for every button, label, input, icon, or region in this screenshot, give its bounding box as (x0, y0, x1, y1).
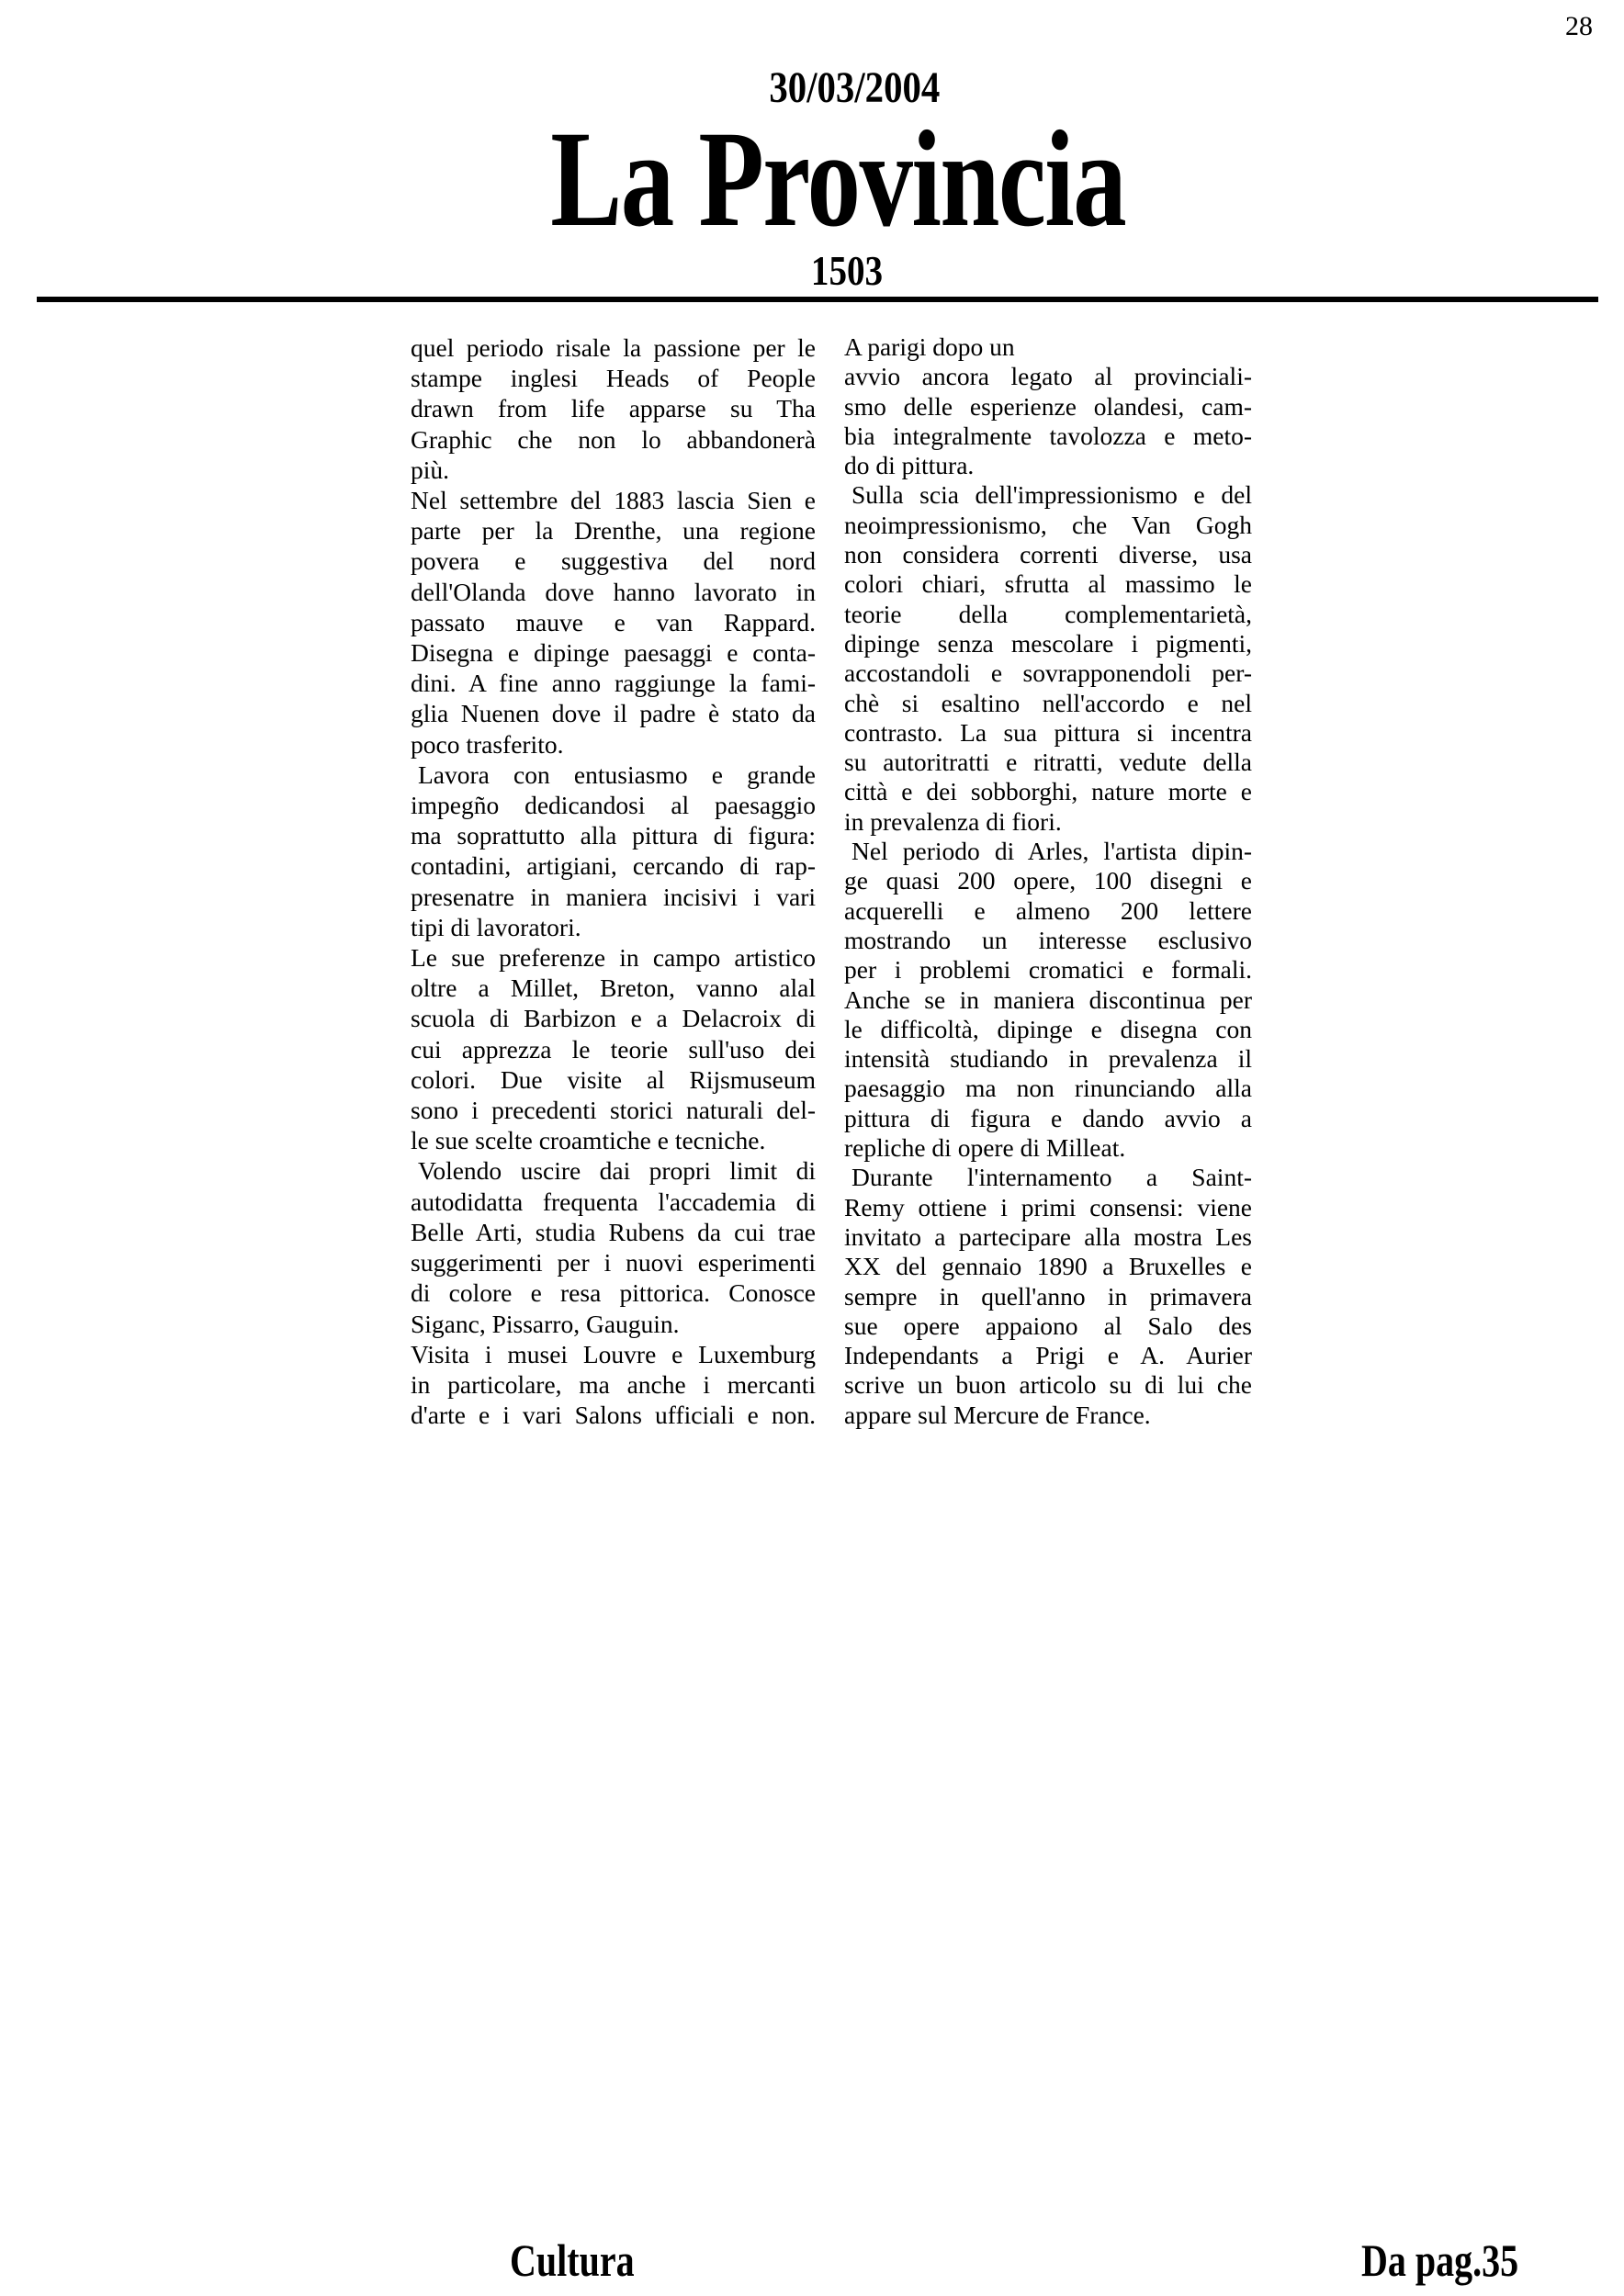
text-line: Le sue preferenze in campo artistico (411, 943, 816, 973)
text-line: non considera correnti diverse, usa (844, 540, 1252, 569)
text-line: invitato a partecipare alla mostra Les (844, 1221, 1252, 1251)
text-line: tipi di lavoratori. (411, 912, 581, 941)
text-line: accostandoli e sovrapponendoli per- (844, 658, 1252, 688)
text-line: Volendo uscire dai propri limit di (418, 1156, 816, 1186)
text-line: impegño dedicandosi al paesaggio (411, 791, 816, 820)
text-line: scrive un buon articolo su di lui che (844, 1370, 1252, 1400)
text-line: appare sul Mercure de France. (844, 1400, 1151, 1429)
issue-text: 1503 (810, 247, 883, 294)
header-rule (37, 297, 1598, 302)
text-line: Graphic che non lo abbandonerà (411, 424, 816, 454)
text-line: quel periodo risale la passione per le (411, 333, 816, 362)
text-line: colori chiari, sfrutta al massimo le (844, 569, 1252, 599)
text-line: XX del gennaio 1890 a Bruxelles e (844, 1252, 1252, 1281)
text-line: Visita i musei Louvre e Luxemburg (411, 1339, 816, 1368)
text-line: drawn from life apparse su Tha (411, 394, 816, 423)
text-line: suggerimenti per i nuovi esperimenti (411, 1248, 816, 1277)
text-line: repliche di opere di Milleat. (844, 1133, 1126, 1163)
text-line: ge quasi 200 opere, 100 disegni e (844, 866, 1252, 895)
text-line: parte per la Drenthe, una regione (411, 516, 816, 546)
text-line: contrasto. La sua pittura si incentra (844, 717, 1252, 747)
text-line: paesaggio ma non rinunciando alla (844, 1074, 1252, 1103)
text-line: cui apprezza le teorie sull'uso dei (411, 1034, 816, 1064)
text-line: dipinge senza mescolare i pigmenti, (844, 628, 1252, 658)
text-line: smo delle esperienze olandesi, cam- (844, 391, 1252, 421)
article-column-2 (844, 332, 1252, 1430)
text-line: contadini, artigiani, cercando di rap- (411, 851, 816, 881)
continued-from-page (1361, 2234, 1558, 2287)
text-line: di colore e resa pittorica. Conosce (411, 1278, 816, 1308)
text-line: autodidatta frequenta l'accademia di (411, 1187, 816, 1216)
text-line: povera e suggestiva del nord (411, 546, 816, 576)
text-line: sempre in quell'anno in primavera (844, 1281, 1252, 1311)
page-number: 28 (1565, 11, 1593, 41)
text-line: d'arte e i vari Salons ufficiali e non. (411, 1401, 816, 1430)
text-line: Remy ottiene i primi consensi: viene (844, 1192, 1252, 1221)
text-line: intensità studiando in prevalenza il (844, 1044, 1252, 1074)
text-line: stampe inglesi Heads of People (411, 364, 816, 393)
text-line: poco trasferito. (411, 729, 564, 759)
text-line: città e dei sobborghi, nature morte e (844, 777, 1252, 806)
text-line: pittura di figura e dando avvio a (844, 1103, 1252, 1132)
text-line: scuola di Barbizon e a Delacroix di (411, 1004, 816, 1033)
text-line: Sulla scia dell'impressionismo e del (851, 480, 1252, 510)
text-line: Nel periodo di Arles, l'artista dipin- (851, 837, 1252, 866)
text-line: Independants a Prigi e A. Aurier (844, 1341, 1252, 1370)
text-line: Anche se in maniera discontinua per (844, 985, 1252, 1014)
text-line: glia Nuenen dove il padre è stato da (411, 699, 816, 728)
text-line: le difficoltà, dipinge e disegna con (844, 1014, 1252, 1043)
text-line: acquerelli e almeno 200 lettere (844, 895, 1252, 925)
masthead-text: La Provincia (550, 103, 1125, 255)
text-line: le sue scelte croamtiche e tecniche. (411, 1126, 766, 1155)
text-line: passato mauve e van Rappard. (411, 607, 816, 636)
text-line: neoimpressionismo, che Van Gogh (844, 510, 1252, 539)
text-line: più. (411, 455, 450, 484)
article-column-1 (411, 332, 816, 1430)
text-line: per i problemi cromatici e formali. (844, 955, 1252, 985)
text-line: in prevalenza di fiori. (844, 806, 1062, 836)
text-line: Lavora con entusiasmo e grande (418, 760, 816, 789)
section-text: Cultura (510, 2234, 635, 2286)
text-line: A parigi dopo un (844, 332, 1015, 361)
text-line: Nel settembre del 1883 lascia Sien e (411, 486, 816, 515)
text-line: Disegna e dipinge paesaggi e conta- (411, 638, 816, 668)
issue-number (0, 246, 1624, 295)
text-line: in particolare, ma anche i mercanti (411, 1369, 816, 1399)
text-line: teorie della complementarietà, (844, 599, 1252, 628)
text-line: avvio ancora legato al provinciali- (844, 362, 1252, 391)
text-line: mostrando un interesse esclusivo (844, 925, 1252, 954)
text-line: su autoritratti e ritratti, vedute della (844, 748, 1252, 777)
newspaper-masthead (0, 103, 1624, 255)
text-line: colori. Due visite al Rijsmuseum (411, 1064, 816, 1094)
text-line: dell'Olanda dove hanno lavorato in (411, 577, 816, 606)
text-line: bia integralmente tavolozza e meto- (844, 421, 1252, 450)
text-line: sono i precedenti storici naturali del- (411, 1096, 816, 1125)
text-line: Belle Arti, studia Rubens da cui trae (411, 1217, 816, 1246)
text-line: presenatre in maniera incisivi i vari (411, 882, 816, 911)
continued-text: Da pag.35 (1361, 2234, 1519, 2286)
date-text: 30/03/2004 (769, 63, 940, 112)
section-label (510, 2234, 665, 2287)
text-line: oltre a Millet, Breton, vanno alal (411, 974, 816, 1003)
text-line: ma soprattutto alla pittura di figura: (411, 821, 816, 850)
text-line: Durante l'internamento a Saint- (851, 1163, 1252, 1192)
text-line: chè si esaltino nell'accordo e nel (844, 688, 1252, 717)
text-line: dini. A fine anno raggiunge la fami- (411, 669, 816, 698)
text-line: Siganc, Pissarro, Gauguin. (411, 1309, 680, 1338)
text-line: sue opere appaiono al Salo des (844, 1311, 1252, 1340)
text-line: do di pittura. (844, 451, 975, 480)
